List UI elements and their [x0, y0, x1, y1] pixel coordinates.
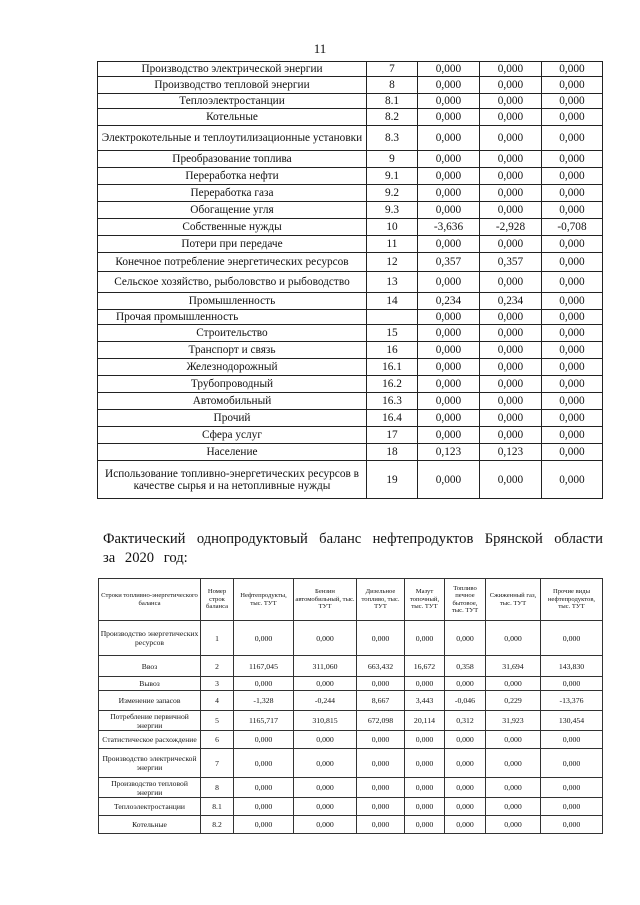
table-row [98, 359, 603, 376]
row-code: 9 [367, 151, 418, 168]
value-cell: 0,000 [486, 677, 541, 691]
value-cell: 0,000 [486, 816, 541, 834]
column-header: Строки топливно-энергетического баланса [99, 579, 201, 621]
value-cell: 0,000 [294, 816, 357, 834]
value-cell: -0,046 [445, 691, 486, 711]
column-header: Сжиженный газ, тыс. ТУТ [486, 579, 541, 621]
value-cell: 0,000 [542, 325, 603, 342]
value-cell: 0,000 [486, 778, 541, 798]
value-cell: 31,694 [486, 656, 541, 677]
table-row [99, 816, 603, 834]
value-cell: 0,000 [541, 621, 603, 656]
value-cell: 0,000 [542, 94, 603, 109]
value-cell: 0,000 [357, 731, 405, 749]
table-row [99, 798, 603, 816]
value-cell: 0,000 [234, 816, 294, 834]
row-code: 16.3 [367, 393, 418, 410]
value-cell: 0,000 [405, 798, 445, 816]
value-cell: 0,000 [418, 185, 480, 202]
row-label: Сельское хозяйство, рыболовство и рыбоводство [98, 272, 367, 293]
value-cell: 0,000 [480, 461, 542, 499]
row-label: Использование топливно-энергетических ресурсов в качестве сырья и на нетопливные нужды [98, 461, 367, 499]
row-label: Население [98, 444, 367, 461]
value-cell: 0,000 [542, 293, 603, 310]
value-cell: 0,234 [418, 293, 480, 310]
value-cell: 16,672 [405, 656, 445, 677]
row-code [367, 310, 418, 325]
value-cell: -1,328 [234, 691, 294, 711]
row-label: Производство тепловой энергии [98, 77, 367, 94]
value-cell: 0,000 [542, 126, 603, 151]
value-cell: 0,000 [542, 168, 603, 185]
column-header: Топливо печное бытовое, тыс. ТУТ [445, 579, 486, 621]
value-cell: 0,229 [486, 691, 541, 711]
value-cell: 0,000 [418, 342, 480, 359]
value-cell: 0,000 [405, 816, 445, 834]
row-code: 8 [201, 778, 234, 798]
value-cell: 0,000 [357, 816, 405, 834]
value-cell: 0,000 [418, 359, 480, 376]
row-label: Прочий [98, 410, 367, 427]
value-cell: 0,000 [234, 677, 294, 691]
value-cell: 0,000 [294, 778, 357, 798]
row-label: Прочая промышленность [98, 310, 367, 325]
value-cell: 0,000 [445, 621, 486, 656]
value-cell: 0,000 [418, 168, 480, 185]
value-cell: 0,000 [418, 310, 480, 325]
row-code: 18 [367, 444, 418, 461]
value-cell: 0,000 [542, 310, 603, 325]
value-cell: 31,923 [486, 711, 541, 731]
value-cell: 0,000 [357, 778, 405, 798]
value-cell: 0,000 [234, 621, 294, 656]
row-code: 11 [367, 236, 418, 253]
value-cell: 0,000 [405, 749, 445, 778]
table-row [98, 272, 603, 293]
row-label: Обогащение угля [98, 202, 367, 219]
table-row [98, 77, 603, 94]
value-cell: 0,000 [480, 325, 542, 342]
row-label: Котельные [99, 816, 201, 834]
row-code: 15 [367, 325, 418, 342]
row-label: Вывоз [99, 677, 201, 691]
table-row [98, 219, 603, 236]
value-cell: 0,000 [480, 202, 542, 219]
row-code: 4 [201, 691, 234, 711]
value-cell: 0,000 [418, 126, 480, 151]
row-label: Конечное потребление энергетических ресурсов [98, 253, 367, 272]
row-code: 6 [201, 731, 234, 749]
value-cell: 0,357 [418, 253, 480, 272]
value-cell: 0,000 [486, 749, 541, 778]
value-cell: 0,312 [445, 711, 486, 731]
value-cell: 0,000 [480, 359, 542, 376]
value-cell: 1165,717 [234, 711, 294, 731]
value-cell: 0,000 [445, 798, 486, 816]
row-label: Собственные нужды [98, 219, 367, 236]
table-row [99, 656, 603, 677]
section-heading: Фактический однопродуктовый баланс нефтепродуктов Брянской области за 2020 год: [103, 531, 603, 566]
value-cell: 0,000 [357, 798, 405, 816]
value-cell: 0,357 [480, 253, 542, 272]
table-row [99, 621, 603, 656]
value-cell: 0,000 [480, 410, 542, 427]
value-cell: 0,000 [542, 185, 603, 202]
value-cell: 0,000 [445, 749, 486, 778]
value-cell: 0,123 [480, 444, 542, 461]
table-row [98, 393, 603, 410]
row-code: 5 [201, 711, 234, 731]
value-cell: 0,000 [542, 342, 603, 359]
table-row [99, 711, 603, 731]
value-cell: 310,815 [294, 711, 357, 731]
value-cell: 0,000 [480, 185, 542, 202]
value-cell: 0,000 [294, 621, 357, 656]
value-cell: 0,000 [294, 749, 357, 778]
value-cell: 0,000 [480, 168, 542, 185]
row-label: Статистическое расхождение [99, 731, 201, 749]
value-cell: 0,000 [418, 427, 480, 444]
value-cell: 0,000 [357, 621, 405, 656]
row-label: Ввоз [99, 656, 201, 677]
value-cell: 0,000 [234, 798, 294, 816]
value-cell: 0,000 [418, 109, 480, 126]
row-label: Трубопроводный [98, 376, 367, 393]
row-label: Электрокотельные и теплоутилизационные установки [98, 126, 367, 151]
value-cell: 0,000 [542, 393, 603, 410]
table-row [98, 202, 603, 219]
energy-balance-table-continued [97, 61, 603, 499]
table-row [98, 185, 603, 202]
row-label: Автомобильный [98, 393, 367, 410]
row-code: 16.1 [367, 359, 418, 376]
value-cell: 0,000 [542, 359, 603, 376]
value-cell: 0,000 [541, 731, 603, 749]
value-cell: 0,000 [480, 427, 542, 444]
value-cell: 0,000 [418, 77, 480, 94]
row-code: 2 [201, 656, 234, 677]
value-cell: 0,000 [541, 798, 603, 816]
row-code: 16.4 [367, 410, 418, 427]
value-cell: 0,000 [405, 731, 445, 749]
column-header: Дизельное топливо, тыс. ТУТ [357, 579, 405, 621]
value-cell: 0,000 [542, 202, 603, 219]
row-label: Производство электрической энергии [99, 749, 201, 778]
value-cell: 0,000 [445, 677, 486, 691]
value-cell: 0,000 [542, 272, 603, 293]
value-cell: 0,000 [541, 749, 603, 778]
table-row [99, 749, 603, 778]
value-cell: 0,000 [480, 236, 542, 253]
row-code: 16 [367, 342, 418, 359]
oil-products-balance-table [98, 578, 603, 834]
value-cell: 0,358 [445, 656, 486, 677]
value-cell: 0,000 [541, 677, 603, 691]
value-cell: 0,000 [542, 62, 603, 77]
column-header: Нефтепродукты, тыс. ТУТ [234, 579, 294, 621]
column-header: Номер строк баланса [201, 579, 234, 621]
table-row [99, 677, 603, 691]
table-row [98, 168, 603, 185]
value-cell: -3,636 [418, 219, 480, 236]
value-cell: 0,000 [418, 151, 480, 168]
value-cell: 0,000 [418, 94, 480, 109]
value-cell: 0,000 [234, 778, 294, 798]
value-cell: 0,000 [480, 94, 542, 109]
table-row [98, 410, 603, 427]
value-cell: 0,000 [542, 236, 603, 253]
row-label: Железнодорожный [98, 359, 367, 376]
table-row [98, 236, 603, 253]
value-cell: 0,000 [480, 151, 542, 168]
row-code: 9.2 [367, 185, 418, 202]
value-cell: 0,123 [418, 444, 480, 461]
row-code: 7 [201, 749, 234, 778]
row-code: 8.2 [201, 816, 234, 834]
row-code: 8 [367, 77, 418, 94]
value-cell: -2,928 [480, 219, 542, 236]
value-cell: 0,000 [542, 376, 603, 393]
value-cell: 143,830 [541, 656, 603, 677]
row-label: Потребление первичной энергии [99, 711, 201, 731]
value-cell: 0,000 [445, 816, 486, 834]
column-header: Мазут топочный, тыс. ТУТ [405, 579, 445, 621]
value-cell: 0,000 [480, 342, 542, 359]
table-row [98, 253, 603, 272]
row-code: 16.2 [367, 376, 418, 393]
table-row [99, 691, 603, 711]
value-cell: -13,376 [541, 691, 603, 711]
row-code: 9.3 [367, 202, 418, 219]
row-code: 14 [367, 293, 418, 310]
table-row [98, 310, 603, 325]
row-label: Переработка газа [98, 185, 367, 202]
table-row [98, 342, 603, 359]
value-cell: 0,000 [418, 393, 480, 410]
table-row [98, 126, 603, 151]
value-cell: 0,000 [234, 731, 294, 749]
table-row [99, 731, 603, 749]
value-cell: 0,000 [405, 677, 445, 691]
row-code: 19 [367, 461, 418, 499]
row-label: Теплоэлектростанции [98, 94, 367, 109]
value-cell: 0,000 [541, 778, 603, 798]
row-code: 7 [367, 62, 418, 77]
value-cell: 0,000 [405, 778, 445, 798]
value-cell: 0,234 [480, 293, 542, 310]
value-cell: 0,000 [294, 677, 357, 691]
value-cell: 672,098 [357, 711, 405, 731]
value-cell: -0,708 [542, 219, 603, 236]
value-cell: 8,667 [357, 691, 405, 711]
value-cell: 0,000 [542, 109, 603, 126]
value-cell: 20,114 [405, 711, 445, 731]
value-cell: 0,000 [480, 109, 542, 126]
row-code: 17 [367, 427, 418, 444]
column-header: Прочие виды нефтепродуктов, тыс. ТУТ [541, 579, 603, 621]
value-cell: 0,000 [234, 749, 294, 778]
value-cell: 0,000 [486, 798, 541, 816]
value-cell: 0,000 [542, 461, 603, 499]
value-cell: 0,000 [480, 77, 542, 94]
value-cell: 0,000 [418, 62, 480, 77]
column-header: Бензин автомобильный, тыс. ТУТ [294, 579, 357, 621]
row-label: Теплоэлектростанции [99, 798, 201, 816]
table-row [98, 62, 603, 77]
row-label: Транспорт и связь [98, 342, 367, 359]
row-label: Производство энергетических ресурсов [99, 621, 201, 656]
value-cell: 663,432 [357, 656, 405, 677]
table-row [98, 151, 603, 168]
row-code: 8.3 [367, 126, 418, 151]
value-cell: 0,000 [405, 621, 445, 656]
value-cell: 0,000 [542, 77, 603, 94]
value-cell: 0,000 [418, 236, 480, 253]
row-code: 13 [367, 272, 418, 293]
value-cell: 0,000 [445, 778, 486, 798]
row-label: Промышленность [98, 293, 367, 310]
value-cell: 0,000 [480, 62, 542, 77]
table-row [98, 94, 603, 109]
value-cell: 0,000 [480, 272, 542, 293]
row-code: 8.1 [201, 798, 234, 816]
value-cell: 0,000 [418, 461, 480, 499]
value-cell: 130,454 [541, 711, 603, 731]
row-label: Преобразование топлива [98, 151, 367, 168]
value-cell: 0,000 [542, 444, 603, 461]
value-cell: 0,000 [294, 731, 357, 749]
value-cell: 0,000 [418, 325, 480, 342]
table-row [98, 444, 603, 461]
page-number: 11 [313, 41, 327, 56]
value-cell: 0,000 [418, 272, 480, 293]
value-cell: 0,000 [418, 410, 480, 427]
value-cell: 0,000 [294, 798, 357, 816]
table-row [98, 325, 603, 342]
value-cell: 0,000 [418, 202, 480, 219]
value-cell: 1167,045 [234, 656, 294, 677]
table-row [98, 109, 603, 126]
row-code: 8.2 [367, 109, 418, 126]
value-cell: 0,000 [541, 816, 603, 834]
value-cell: 0,000 [542, 253, 603, 272]
value-cell: 0,000 [418, 376, 480, 393]
row-label: Производство электрической энергии [98, 62, 367, 77]
row-code: 8.1 [367, 94, 418, 109]
row-label: Изменение запасов [99, 691, 201, 711]
row-code: 10 [367, 219, 418, 236]
row-code: 9.1 [367, 168, 418, 185]
row-code: 1 [201, 621, 234, 656]
value-cell: 0,000 [445, 731, 486, 749]
value-cell: 0,000 [486, 731, 541, 749]
value-cell: 3,443 [405, 691, 445, 711]
row-code: 3 [201, 677, 234, 691]
row-label: Производство тепловой энергии [99, 778, 201, 798]
row-label: Строительство [98, 325, 367, 342]
table-row [99, 778, 603, 798]
table-row [98, 293, 603, 310]
table-row [98, 427, 603, 444]
header-row [99, 579, 603, 621]
table-row [98, 376, 603, 393]
row-label: Сфера услуг [98, 427, 367, 444]
value-cell: 0,000 [486, 621, 541, 656]
value-cell: 0,000 [480, 310, 542, 325]
row-label: Потери при передаче [98, 236, 367, 253]
value-cell: 0,000 [357, 677, 405, 691]
value-cell: 0,000 [542, 151, 603, 168]
value-cell: 311,060 [294, 656, 357, 677]
value-cell: 0,000 [480, 393, 542, 410]
row-label: Котельные [98, 109, 367, 126]
row-code: 12 [367, 253, 418, 272]
row-label: Переработка нефти [98, 168, 367, 185]
value-cell: 0,000 [357, 749, 405, 778]
value-cell: -0,244 [294, 691, 357, 711]
value-cell: 0,000 [480, 376, 542, 393]
table-row [98, 461, 603, 499]
value-cell: 0,000 [480, 126, 542, 151]
value-cell: 0,000 [542, 427, 603, 444]
value-cell: 0,000 [542, 410, 603, 427]
